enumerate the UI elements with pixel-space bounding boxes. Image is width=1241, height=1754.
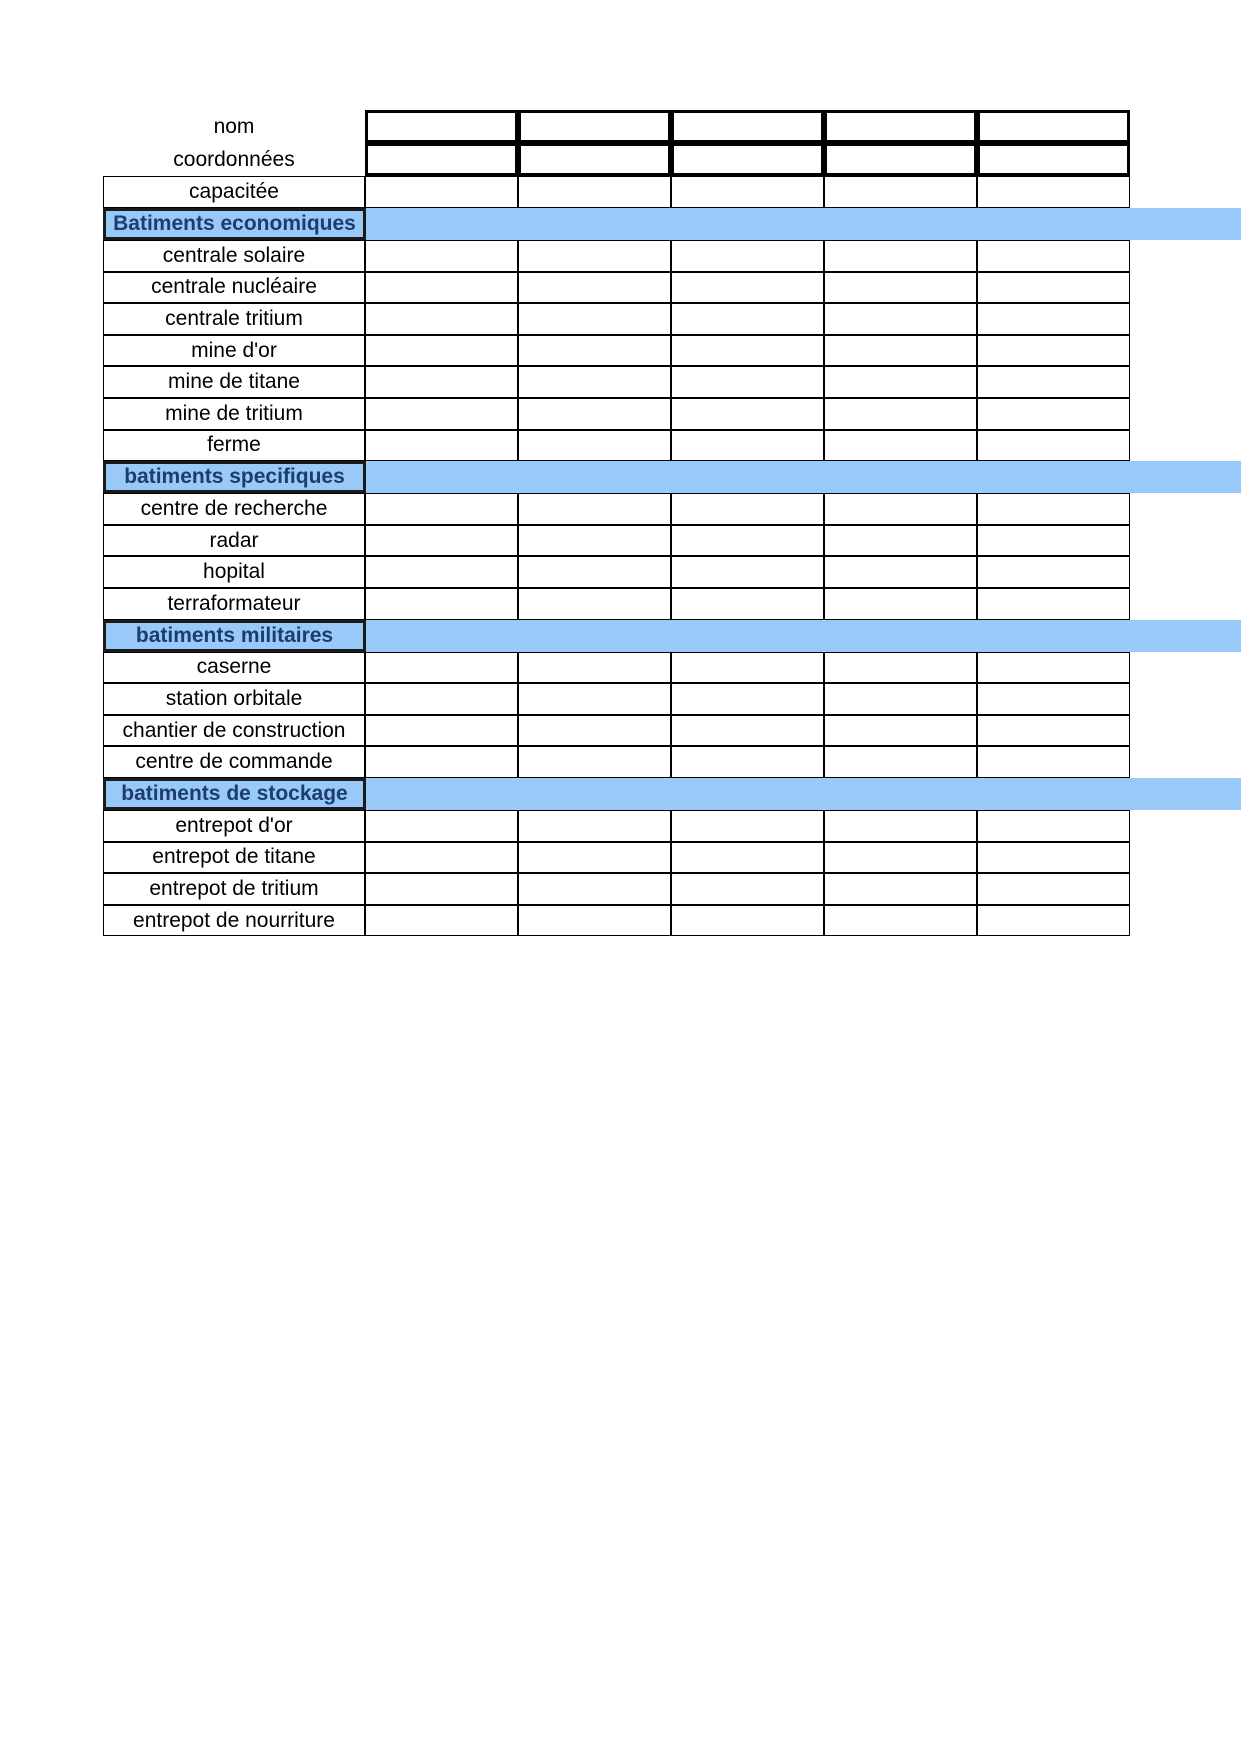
section-band [366,620,1241,652]
section-title: batiments de stockage [103,778,366,810]
building-label: mine de tritium [103,398,365,430]
building-label: entrepot de tritium [103,873,365,905]
building-cell-4[interactable] [824,873,977,905]
building-cell-3[interactable] [671,556,824,588]
header-cell-2[interactable] [518,110,671,143]
building-cell-1[interactable] [365,272,518,304]
building-cell-4[interactable] [824,556,977,588]
header-cell-5[interactable] [977,143,1130,176]
building-label: centrale nucléaire [103,272,365,304]
building-cell-4[interactable] [824,905,977,937]
capacity-label: capacitée [103,176,365,208]
building-cell-2[interactable] [518,430,671,462]
building-cell-5[interactable] [977,683,1130,715]
building-label: hopital [103,556,365,588]
building-cell-1[interactable] [365,366,518,398]
building-cell-1[interactable] [365,335,518,367]
header-cell-5[interactable] [977,110,1130,143]
header-label: coordonnées [173,147,295,171]
building-cell-4[interactable] [824,303,977,335]
building-cell-1[interactable] [365,810,518,842]
building-cell-1[interactable] [365,430,518,462]
capacity-cell-5[interactable] [977,176,1130,208]
building-cell-5[interactable] [977,525,1130,557]
building-label: mine de titane [103,366,365,398]
building-cell-2[interactable] [518,335,671,367]
building-cell-2[interactable] [518,652,671,684]
building-cell-4[interactable] [824,842,977,874]
building-label: centre de commande [103,746,365,778]
building-cell-3[interactable] [671,873,824,905]
building-cell-4[interactable] [824,366,977,398]
building-cell-1[interactable] [365,303,518,335]
section-band [366,778,1241,810]
building-cell-4[interactable] [824,525,977,557]
building-cell-3[interactable] [671,588,824,620]
building-cell-3[interactable] [671,240,824,272]
header-cell-1[interactable] [365,110,518,143]
building-cell-4[interactable] [824,715,977,747]
building-cell-4[interactable] [824,588,977,620]
building-cell-4[interactable] [824,810,977,842]
building-cell-5[interactable] [977,715,1130,747]
building-cell-2[interactable] [518,556,671,588]
building-cell-1[interactable] [365,746,518,778]
building-cell-1[interactable] [365,493,518,525]
building-cell-4[interactable] [824,746,977,778]
building-cell-2[interactable] [518,683,671,715]
building-cell-2[interactable] [518,873,671,905]
building-cell-5[interactable] [977,652,1130,684]
header-cell-2[interactable] [518,143,671,176]
building-cell-2[interactable] [518,493,671,525]
building-cell-2[interactable] [518,366,671,398]
building-cell-5[interactable] [977,398,1130,430]
building-label: entrepot d'or [103,810,365,842]
building-cell-4[interactable] [824,683,977,715]
building-cell-3[interactable] [671,493,824,525]
building-cell-3[interactable] [671,683,824,715]
building-cell-1[interactable] [365,588,518,620]
building-cell-5[interactable] [977,303,1130,335]
building-cell-3[interactable] [671,905,824,937]
building-cell-3[interactable] [671,525,824,557]
capacity-cell-2[interactable] [518,176,671,208]
building-cell-5[interactable] [977,493,1130,525]
building-cell-4[interactable] [824,398,977,430]
building-cell-3[interactable] [671,398,824,430]
building-cell-2[interactable] [518,810,671,842]
building-cell-5[interactable] [977,810,1130,842]
capacity-cell-3[interactable] [671,176,824,208]
header-cell-4[interactable] [824,143,977,176]
building-cell-3[interactable] [671,430,824,462]
building-cell-3[interactable] [671,303,824,335]
header-cell-1[interactable] [365,143,518,176]
building-cell-3[interactable] [671,715,824,747]
building-label: ferme [103,430,365,462]
building-label: caserne [103,652,365,684]
building-label: chantier de construction [103,715,365,747]
capacity-cell-4[interactable] [824,176,977,208]
building-cell-2[interactable] [518,905,671,937]
building-cell-2[interactable] [518,272,671,304]
building-label: centrale solaire [103,240,365,272]
building-cell-5[interactable] [977,842,1130,874]
header-cell-3[interactable] [671,110,824,143]
building-cell-3[interactable] [671,652,824,684]
building-cell-5[interactable] [977,272,1130,304]
building-label: terraformateur [103,588,365,620]
building-cell-4[interactable] [824,240,977,272]
building-label: mine d'or [103,335,365,367]
header-cell-4[interactable] [824,110,977,143]
building-cell-4[interactable] [824,272,977,304]
building-cell-3[interactable] [671,272,824,304]
capacity-cell-1[interactable] [365,176,518,208]
building-cell-3[interactable] [671,746,824,778]
building-cell-4[interactable] [824,335,977,367]
building-cell-1[interactable] [365,525,518,557]
building-cell-1[interactable] [365,652,518,684]
building-label: radar [103,525,365,557]
building-cell-2[interactable] [518,525,671,557]
building-cell-1[interactable] [365,842,518,874]
building-label: entrepot de titane [103,842,365,874]
building-cell-1[interactable] [365,715,518,747]
section-band [366,461,1241,493]
header-cell-3[interactable] [671,143,824,176]
building-cell-5[interactable] [977,873,1130,905]
building-cell-3[interactable] [671,810,824,842]
building-cell-2[interactable] [518,842,671,874]
building-cell-5[interactable] [977,905,1130,937]
building-cell-5[interactable] [977,335,1130,367]
building-cell-1[interactable] [365,398,518,430]
building-cell-1[interactable] [365,873,518,905]
building-label: station orbitale [103,683,365,715]
building-label: entrepot de nourriture [103,905,365,937]
building-cell-3[interactable] [671,366,824,398]
building-cell-2[interactable] [518,303,671,335]
building-cell-3[interactable] [671,842,824,874]
building-cell-1[interactable] [365,683,518,715]
building-cell-2[interactable] [518,240,671,272]
building-cell-5[interactable] [977,746,1130,778]
building-cell-4[interactable] [824,430,977,462]
building-cell-1[interactable] [365,905,518,937]
building-cell-2[interactable] [518,746,671,778]
header-label: nom [213,114,255,138]
building-cell-2[interactable] [518,588,671,620]
building-cell-1[interactable] [365,556,518,588]
section-title: batiments militaires [103,620,366,652]
building-cell-5[interactable] [977,588,1130,620]
building-cell-4[interactable] [824,652,977,684]
building-cell-5[interactable] [977,556,1130,588]
building-label: centrale tritium [103,303,365,335]
building-cell-2[interactable] [518,715,671,747]
building-cell-3[interactable] [671,335,824,367]
section-band [366,208,1241,240]
building-label: centre de recherche [103,493,365,525]
building-cell-2[interactable] [518,398,671,430]
building-cell-5[interactable] [977,430,1130,462]
building-cell-1[interactable] [365,240,518,272]
section-title: batiments specifiques [103,461,366,493]
section-title: Batiments economiques [103,208,366,240]
building-cell-4[interactable] [824,493,977,525]
building-cell-5[interactable] [977,240,1130,272]
building-cell-5[interactable] [977,366,1130,398]
